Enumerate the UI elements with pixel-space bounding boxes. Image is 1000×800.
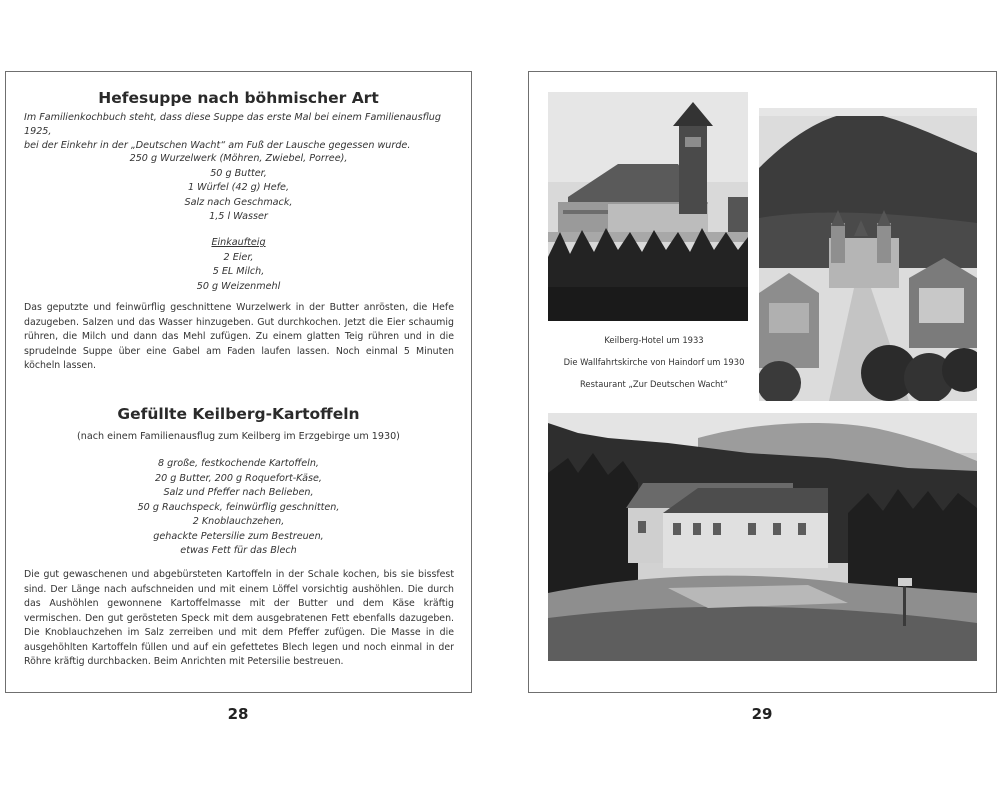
caption-haindorf: Die Wallfahrtskirche von Haindorf um 1930 [563,357,745,367]
ingredient-line: gehackte Petersilie zum Bestreuen, [153,530,324,542]
ingredient-line: 1,5 l Wasser [209,211,268,222]
ingredient-line: Salz nach Geschmack, [184,196,293,208]
ingredient-line: 8 große, festkochende Kartoffeln, [158,458,319,469]
recipe1-title: Hefesuppe nach böhmischer Art [98,89,379,107]
recipe1-sub-ingredients [6,236,471,294]
ingredient-line: Salz und Pfeffer nach Belieben, [163,487,314,498]
caption-restaurant: Restaurant „Zur Deutschen Wacht“ [579,379,728,389]
recipe1-ingredients [6,152,471,225]
ingredient-line: 50 g Butter, [210,167,267,179]
ingredient-line: 2 Knoblauchzehen, [192,516,285,527]
photo-captions [549,329,759,395]
ingredient-line: 2 Eier, [223,251,254,263]
sub-heading: Einkaufteig [211,237,266,248]
ingredient-line: 1 Würfel (42 g) Hefe, [188,182,289,193]
ingredient-line: 50 g Rauchspeck, feinwürflig geschnitten, [137,501,340,513]
photo-haindorf-church [759,108,977,401]
recipe2-title: Gefüllte Keilberg-Kartoffeln [117,405,360,423]
left-page [5,71,472,693]
photo-restaurant [548,413,977,661]
recipe2-instructions: Die gut gewaschenen und abgebürsteten Kartoffeln in der Schale kochen, bis sie bissfest sind. Der Länge nach aufschneiden und mit einem Löffel vorsichtig aushöhlen. Die durch das Aushöhlen gewonnene Kartoffelmasse mit der Butter und dem Käse kräftig vermischen. Den gut gerösteten Speck mit dem ausgebratenen Fett ebenfalls dazugeben. Die Knoblauchzehen im Salz zerreiben und mit dem Pfeffer zufügen. Die Masse in die ausgehöhlten Kartoffeln füllen und auf ein gefettetes Blech legen und noch einmal in der Röhre kräftig durchbacken. Beim Anrichten mit Petersilie bestreuen. [24,569,454,667]
recipe1-intro [24,111,454,153]
page-number-right: 29 [751,705,773,723]
page-number-left: 28 [227,705,249,723]
recipe2-subtitle: (nach einem Familienausflug zum Keilberg im Erzgebirge um 1930) [77,431,400,442]
ingredient-line: 250 g Wurzelwerk (Möhren, Zwiebel, Porree), [129,153,348,164]
intro-line: Im Familienkochbuch steht, dass diese Suppe das erste Mal bei einem Familienausflug 1925, [24,112,441,137]
recipe2-ingredients [6,457,471,559]
photo-keilberg-hotel [548,92,748,321]
intro-line: bei der Einkehr in der „Deutschen Wacht“ am Fuß der Lausche gegessen wurde. [24,140,411,151]
right-page [528,71,997,693]
ingredient-line: 20 g Butter, 200 g Roquefort-Käse, [155,472,322,484]
ingredient-line: etwas Fett für das Blech [180,545,297,556]
caption-keilberg: Keilberg-Hotel um 1933 [604,335,704,345]
ingredient-line: 50 g Weizenmehl [196,280,281,292]
recipe1-instructions: Das geputzte und feinwürflig geschnittene Wurzelwerk in der Butter anrösten, die Hefe dazugeben. Salzen und das Wasser hinzugeben. Gut durchkochen. Jetzt die Eier schaumig rühren, die Milch und dann das Mehl zufügen. Zu einem glatten Teig rühren und in die sprudelnde Suppe über eine Gabel am Faden laufen lassen. Noch einmal 5 Minuten köcheln lassen. [24,302,454,371]
ingredient-line: 5 EL Milch, [212,266,265,277]
